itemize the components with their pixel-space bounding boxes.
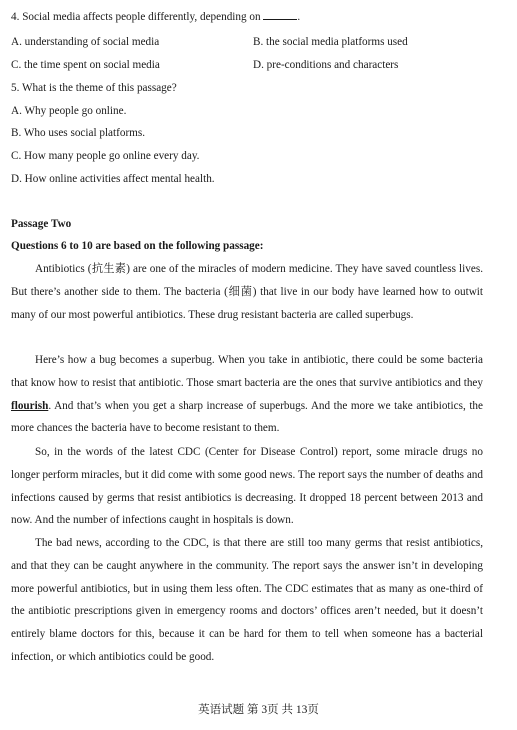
keyword-flourish: flourish <box>11 399 49 412</box>
question-5-stem: 5. What is the theme of this passage? <box>11 82 177 94</box>
page-footer: 英语试题 第 3页 共 13页 <box>198 704 319 716</box>
paragraph-2 <box>11 349 483 440</box>
question-4-stem <box>11 10 300 23</box>
q5-option-b: B. Who uses social platforms. <box>11 127 146 139</box>
q5-option-d: D. How online activities affect mental health. <box>11 173 215 185</box>
paragraph-4: The bad news, according to the CDC, is that there are still too many germs that resist antibiotics, and that they can be caught anywhere in the community. The report says the answer isn’t in developing more powerful antibiotics, but in using them less often. The CDC estimates that as many as one-third of the antibiotic prescriptions given in emergency rooms and doctors’ offices aren’t needed, but it doesn’t entirely blame doctors for this, because it can be hard for them to tell when someone has a bacterial infection, or which antibiotics could be good. <box>11 537 483 663</box>
passage-title: Passage Two <box>11 218 72 230</box>
q4-option-b: B. the social media platforms used <box>253 36 408 48</box>
paragraph-1: Antibiotics (抗生素) are one of the miracles of modern medicine. They have saved countless lives. But there’s another side to them. The bacteria (细菌) that live in our body have learned how to outwit many of our most powerful antibiotics. These drug resistant bacteria are called superbugs. <box>11 263 483 321</box>
question-4-stem-end: . <box>297 11 301 23</box>
q4-option-c: C. the time spent on social media <box>11 59 160 71</box>
q4-option-d: D. pre-conditions and characters <box>253 59 399 71</box>
answer-blank <box>263 10 297 20</box>
paragraph-2-text-end: . And that’s when you get a sharp increase of superbugs. And the more we take antibiotics, the more chances the bacteria have to become resistant to them. <box>11 399 483 435</box>
paragraph-2-text-start: Here’s how a bug becomes a superbug. When you take in antibiotic, there could be some bacteria that know how to resist that antibiotic. Those smart bacteria are the ones that survive antibiotics and they <box>11 354 483 389</box>
q4-option-a: A. understanding of social media <box>11 36 160 48</box>
passage-instructions: Questions 6 to 10 are based on the following passage: <box>11 240 264 252</box>
paragraph-3: So, in the words of the latest CDC (Center for Disease Control) report, some miracle drugs no longer perform miracles, but it did come with some good news. The report says the number of deaths and infections caused by germs that resist antibiotics is decreasing. It dropped 18 percent between 2013 and now. And the number of infections caught in hospitals is down. <box>11 446 483 527</box>
q5-option-c: C. How many people go online every day. <box>11 150 200 162</box>
question-4-text: 4. Social media affects people differently, depending on <box>11 11 261 23</box>
q5-option-a: A. Why people go online. <box>11 105 127 117</box>
